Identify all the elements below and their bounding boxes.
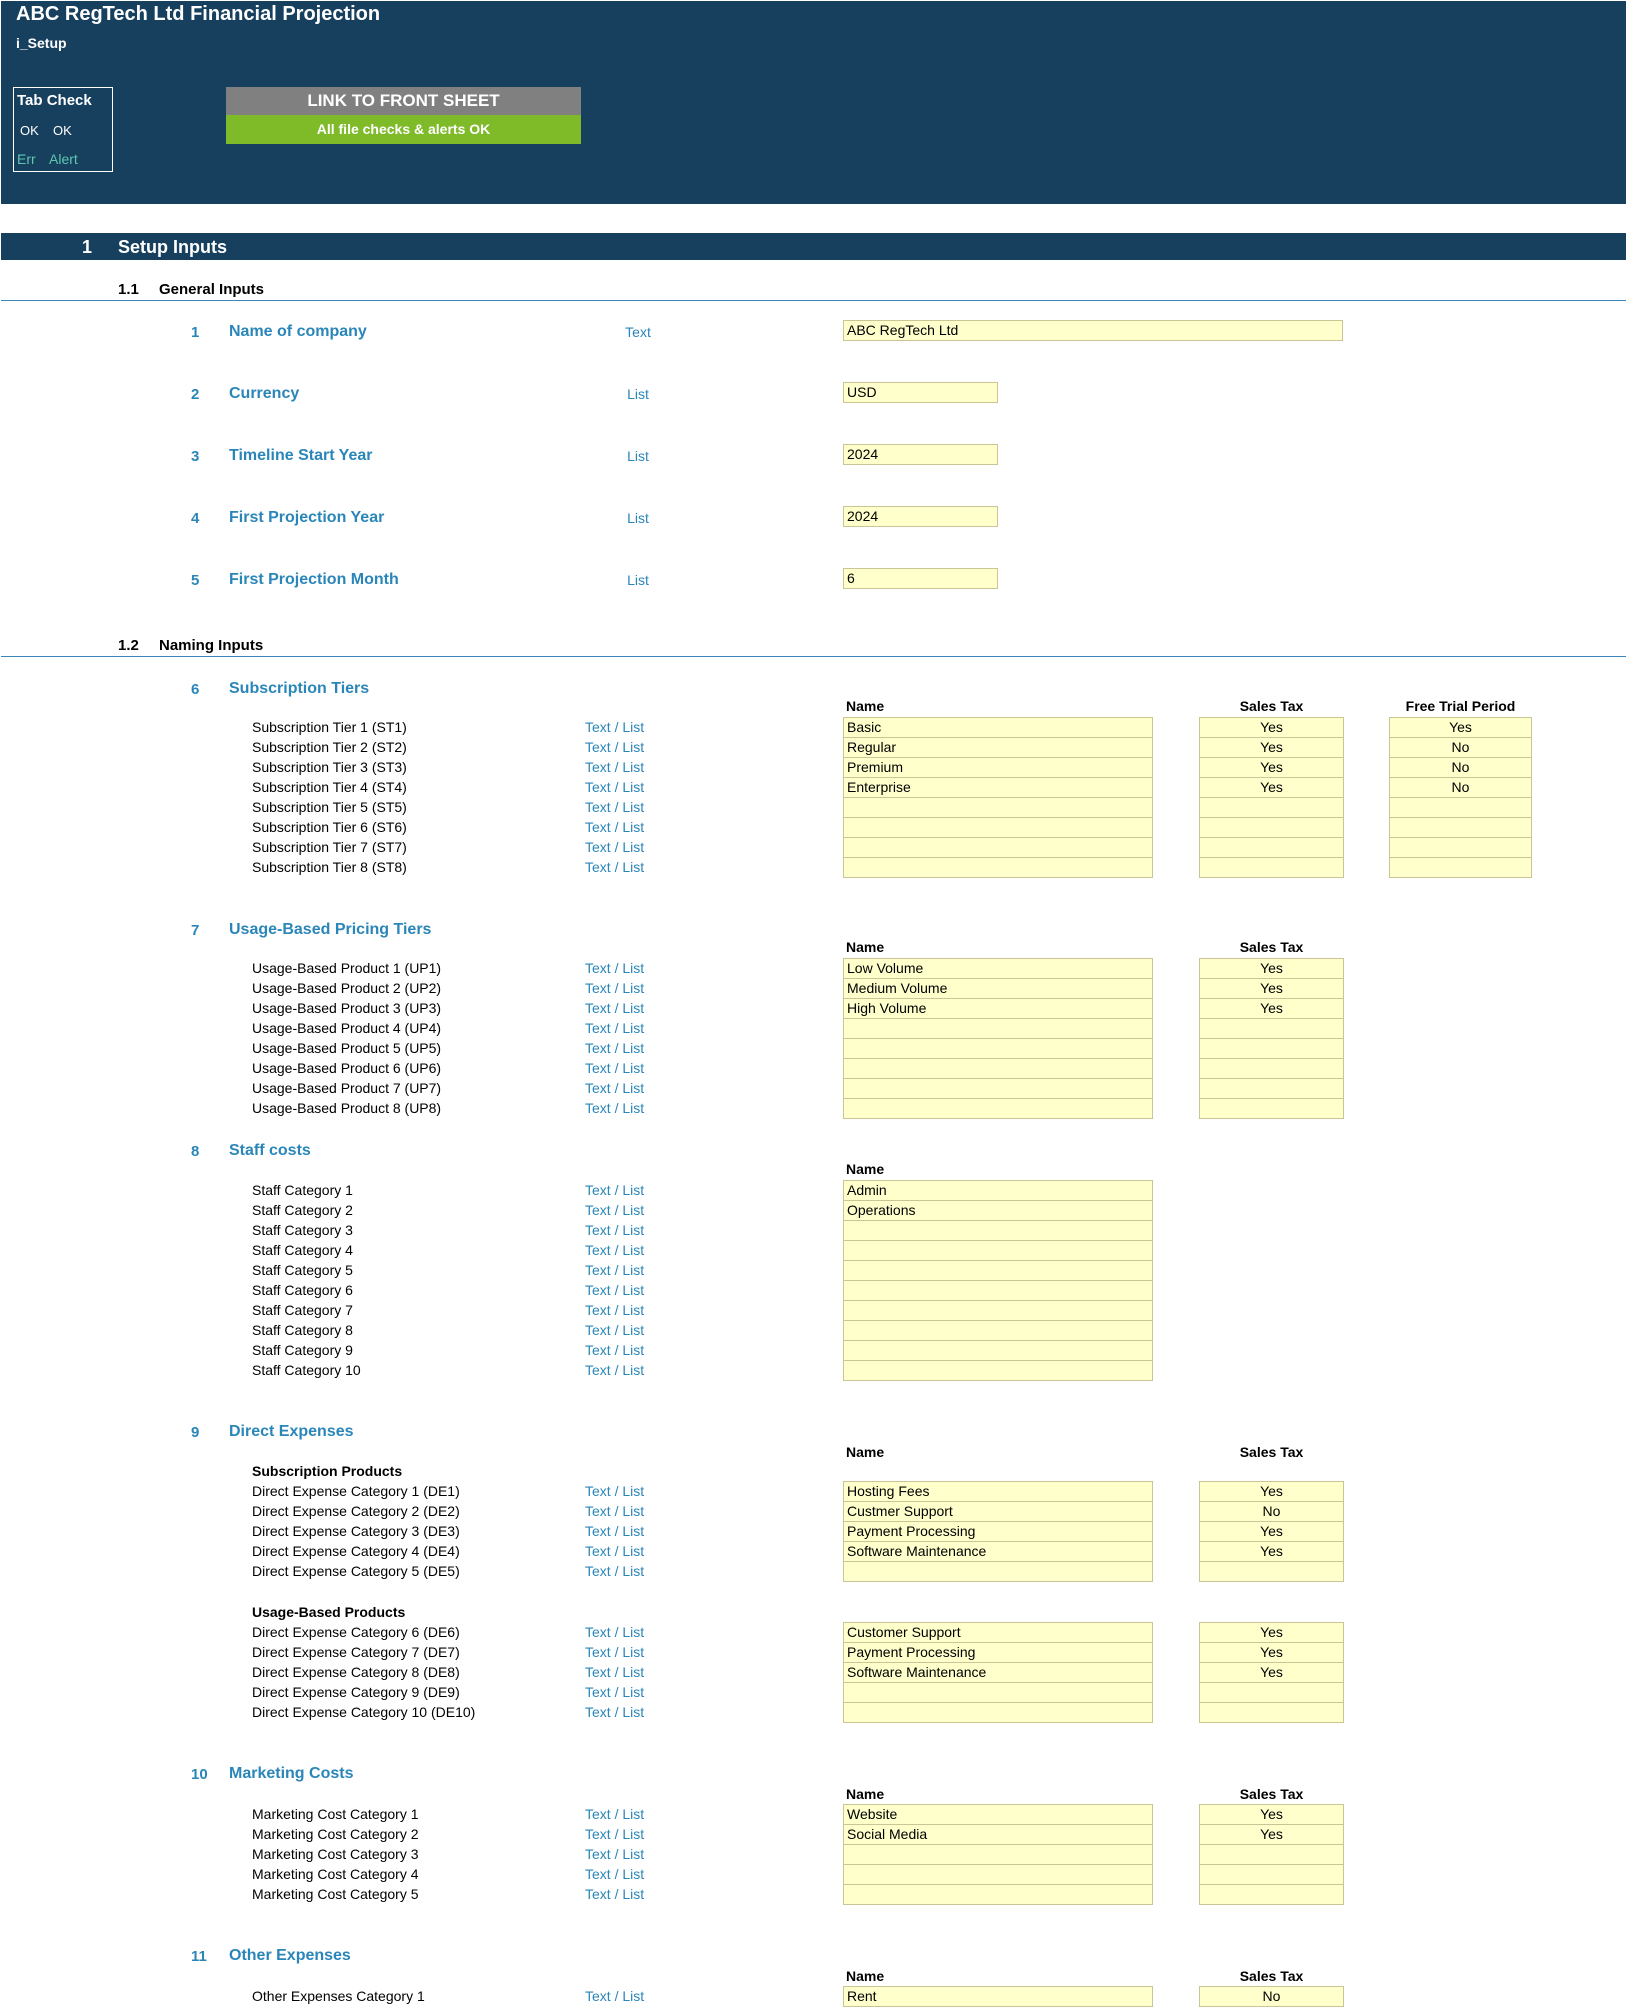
row-input-type: Text / List <box>585 1182 645 1198</box>
row-input-type: Text / List <box>585 1886 645 1902</box>
link-to-front-sheet-button[interactable]: LINK TO FRONT SHEET <box>226 87 581 115</box>
question-number: 7 <box>191 922 200 939</box>
sales-tax-input[interactable] <box>1199 1078 1344 1099</box>
name-input[interactable]: Rent <box>843 1986 1153 2007</box>
tab-check-ok-1: OK <box>20 123 39 138</box>
free-trial-input[interactable]: No <box>1389 757 1532 778</box>
name-input[interactable] <box>843 1018 1153 1039</box>
sales-tax-input[interactable]: Yes <box>1199 1521 1344 1542</box>
sales-tax-input[interactable] <box>1199 1702 1344 1723</box>
row-label: Usage-Based Product 4 (UP4) <box>252 1020 442 1036</box>
name-input[interactable]: Enterprise <box>843 777 1153 798</box>
sales-tax-input[interactable]: Yes <box>1199 737 1344 758</box>
row-label: Subscription Tier 1 (ST1) <box>252 719 407 735</box>
row-label: Usage-Based Product 2 (UP2) <box>252 980 442 996</box>
name-input[interactable]: Regular <box>843 737 1153 758</box>
sales-tax-input[interactable] <box>1199 1098 1344 1119</box>
free-trial-input[interactable] <box>1389 797 1532 818</box>
row-label: Direct Expense Category 2 (DE2) <box>252 1503 460 1519</box>
row-input-type: Text / List <box>585 1563 645 1579</box>
name-input[interactable]: Software Maintenance <box>843 1541 1153 1562</box>
tab-check-ok-2: OK <box>53 123 72 138</box>
name-input[interactable] <box>843 1220 1153 1241</box>
name-input[interactable] <box>843 1844 1153 1865</box>
row-label: Marketing Cost Category 4 <box>252 1866 419 1882</box>
sheet-name: i_Setup <box>16 35 67 51</box>
row-label: Other Expenses Category 1 <box>252 1988 425 2004</box>
row-label: Usage-Based Product 6 (UP6) <box>252 1060 442 1076</box>
name-input[interactable] <box>843 1884 1153 1905</box>
sales-tax-input[interactable]: Yes <box>1199 717 1344 738</box>
row-input-type: Text / List <box>585 1202 645 1218</box>
row-input-type: Text / List <box>585 1322 645 1338</box>
sales-tax-input[interactable] <box>1199 1038 1344 1059</box>
row-label: Subscription Tier 5 (ST5) <box>252 799 407 815</box>
row-input-type: Text / List <box>585 1040 645 1056</box>
name-input[interactable] <box>843 797 1153 818</box>
row-input-type: Text / List <box>585 1988 645 2004</box>
row-label: Staff Category 4 <box>252 1242 353 1258</box>
row-label: Direct Expense Category 5 (DE5) <box>252 1563 460 1579</box>
row-label: Direct Expense Category 7 (DE7) <box>252 1644 460 1660</box>
column-header-name: Name <box>846 1444 885 1460</box>
row-input-type: Text / List <box>585 1060 645 1076</box>
column-header-name: Name <box>846 1786 885 1802</box>
row-input-type: Text / List <box>585 1302 645 1318</box>
name-input[interactable] <box>843 817 1153 838</box>
row-label: Usage-Based Product 7 (UP7) <box>252 1080 442 1096</box>
free-trial-input[interactable] <box>1389 857 1532 878</box>
question-number: 10 <box>191 1766 208 1783</box>
row-input-type: Text / List <box>585 779 645 795</box>
row-input-type: Text / List <box>585 1684 645 1700</box>
subsection-title: General Inputs <box>159 281 265 298</box>
sales-tax-input[interactable] <box>1199 1864 1344 1885</box>
row-label: Direct Expense Category 1 (DE1) <box>252 1483 460 1499</box>
sales-tax-input[interactable]: Yes <box>1199 1541 1344 1562</box>
name-input[interactable]: Social Media <box>843 1824 1153 1845</box>
sales-tax-input[interactable]: Yes <box>1199 1662 1344 1683</box>
tab-check-err: Err <box>17 151 36 167</box>
section-number: 1 <box>82 237 93 257</box>
column-header-free-trial: Free Trial Period <box>1405 698 1516 714</box>
row-input-type: Text / List <box>585 799 645 815</box>
name-input[interactable] <box>843 1702 1153 1723</box>
column-header-sales-tax: Sales Tax <box>1239 1444 1304 1460</box>
row-label: Direct Expense Category 8 (DE8) <box>252 1664 460 1680</box>
row-label: Staff Category 5 <box>252 1262 353 1278</box>
row-input-type: Text / List <box>585 1342 645 1358</box>
question-label: First Projection Year <box>229 509 385 526</box>
sales-tax-input[interactable] <box>1199 1058 1344 1079</box>
sales-tax-input[interactable]: Yes <box>1199 757 1344 778</box>
row-label: Subscription Tier 6 (ST6) <box>252 819 407 835</box>
question-label: Usage-Based Pricing Tiers <box>229 921 432 938</box>
name-input[interactable]: Medium Volume <box>843 978 1153 999</box>
row-input-type: Text / List <box>585 1806 645 1822</box>
question-number: 1 <box>191 324 200 341</box>
row-label: Marketing Cost Category 2 <box>252 1826 419 1842</box>
row-input-type: Text / List <box>585 1242 645 1258</box>
name-input[interactable] <box>843 1340 1153 1361</box>
row-input-type: Text / List <box>585 1523 645 1539</box>
row-input-type: Text / List <box>585 980 645 996</box>
row-label: Direct Expense Category 3 (DE3) <box>252 1523 460 1539</box>
general-input-field[interactable]: USD <box>843 382 998 403</box>
row-label: Subscription Tier 2 (ST2) <box>252 739 407 755</box>
name-input[interactable]: Payment Processing <box>843 1642 1153 1663</box>
sales-tax-input[interactable] <box>1199 1682 1344 1703</box>
sales-tax-input[interactable] <box>1199 817 1344 838</box>
row-input-type: Text / List <box>585 1664 645 1680</box>
sales-tax-input[interactable]: Yes <box>1199 1824 1344 1845</box>
row-input-type: Text / List <box>585 1100 645 1116</box>
row-input-type: Text / List <box>585 739 645 755</box>
row-input-type: Text / List <box>585 1543 645 1559</box>
sales-tax-input[interactable] <box>1199 1844 1344 1865</box>
name-input[interactable] <box>843 1260 1153 1281</box>
subsection-number: 1.2 <box>118 637 139 654</box>
question-number: 4 <box>191 510 200 527</box>
row-label: Marketing Cost Category 1 <box>252 1806 419 1822</box>
group-header: Subscription Products <box>252 1463 403 1479</box>
row-input-type: Text / List <box>585 819 645 835</box>
row-input-type: Text / List <box>585 1704 645 1720</box>
row-label: Direct Expense Category 9 (DE9) <box>252 1684 460 1700</box>
section-bar <box>1 233 1626 260</box>
name-input[interactable]: Premium <box>843 757 1153 778</box>
name-input[interactable]: Operations <box>843 1200 1153 1221</box>
sales-tax-input[interactable]: Yes <box>1199 1481 1344 1502</box>
row-label: Marketing Cost Category 5 <box>252 1886 419 1902</box>
subsection-number: 1.1 <box>118 281 139 298</box>
question-label: Other Expenses <box>229 1947 351 1964</box>
free-trial-input[interactable] <box>1389 837 1532 858</box>
question-number: 9 <box>191 1424 200 1441</box>
row-label: Subscription Tier 4 (ST4) <box>252 779 407 795</box>
name-input[interactable] <box>843 1240 1153 1261</box>
row-input-type: Text / List <box>585 1866 645 1882</box>
sales-tax-input[interactable]: Yes <box>1199 1804 1344 1825</box>
row-label: Staff Category 10 <box>252 1362 361 1378</box>
name-input[interactable]: Low Volume <box>843 958 1153 979</box>
input-type-label: Text <box>625 324 651 340</box>
name-input[interactable] <box>843 1058 1153 1079</box>
free-trial-input[interactable]: Yes <box>1389 717 1532 738</box>
row-input-type: Text / List <box>585 1483 645 1499</box>
column-header-sales-tax: Sales Tax <box>1239 1786 1304 1802</box>
row-input-type: Text / List <box>585 1362 645 1378</box>
name-input[interactable]: Admin <box>843 1180 1153 1201</box>
question-label: Timeline Start Year <box>229 447 373 464</box>
sales-tax-input[interactable]: Yes <box>1199 998 1344 1019</box>
name-input[interactable] <box>843 1280 1153 1301</box>
row-label: Marketing Cost Category 3 <box>252 1846 419 1862</box>
row-input-type: Text / List <box>585 1282 645 1298</box>
general-input-field[interactable]: 2024 <box>843 444 998 465</box>
sales-tax-input[interactable]: Yes <box>1199 958 1344 979</box>
input-type-label: List <box>627 448 649 464</box>
row-label: Direct Expense Category 4 (DE4) <box>252 1543 460 1559</box>
row-label: Staff Category 6 <box>252 1282 353 1298</box>
column-header-sales-tax: Sales Tax <box>1239 698 1304 714</box>
group-header: Usage-Based Products <box>252 1604 406 1620</box>
row-label: Subscription Tier 3 (ST3) <box>252 759 407 775</box>
name-input[interactable]: Software Maintenance <box>843 1662 1153 1683</box>
question-label: Name of company <box>229 323 367 340</box>
row-input-type: Text / List <box>585 859 645 875</box>
row-label: Usage-Based Product 8 (UP8) <box>252 1100 442 1116</box>
name-input[interactable]: Payment Processing <box>843 1521 1153 1542</box>
column-header-name: Name <box>846 939 885 955</box>
sales-tax-input[interactable] <box>1199 837 1344 858</box>
row-input-type: Text / List <box>585 759 645 775</box>
subsection-rule <box>1 300 1626 301</box>
sales-tax-input[interactable]: Yes <box>1199 1622 1344 1643</box>
subsection-rule <box>1 656 1626 657</box>
row-input-type: Text / List <box>585 1262 645 1278</box>
question-number: 8 <box>191 1143 200 1160</box>
row-label: Staff Category 2 <box>252 1202 353 1218</box>
section-title: Setup Inputs <box>118 237 227 257</box>
name-input[interactable]: Basic <box>843 717 1153 738</box>
sales-tax-input[interactable] <box>1199 1884 1344 1905</box>
sales-tax-input[interactable]: No <box>1199 1501 1344 1522</box>
tab-check-alert: Alert <box>49 151 78 167</box>
sales-tax-input[interactable]: No <box>1199 1986 1344 2007</box>
input-type-label: List <box>627 510 649 526</box>
subsection-title: Naming Inputs <box>159 637 264 654</box>
name-input[interactable]: Website <box>843 1804 1153 1825</box>
document-title: ABC RegTech Ltd Financial Projection <box>16 3 381 25</box>
column-header-name: Name <box>846 698 885 714</box>
sales-tax-input[interactable] <box>1199 857 1344 878</box>
row-label: Direct Expense Category 6 (DE6) <box>252 1624 460 1640</box>
row-input-type: Text / List <box>585 1644 645 1660</box>
row-label: Direct Expense Category 10 (DE10) <box>252 1704 476 1720</box>
row-label: Staff Category 3 <box>252 1222 353 1238</box>
question-number: 6 <box>191 681 200 698</box>
question-number: 2 <box>191 386 200 403</box>
general-input-field[interactable]: 2024 <box>843 506 998 527</box>
question-number: 3 <box>191 448 200 465</box>
free-trial-input[interactable] <box>1389 817 1532 838</box>
column-header-sales-tax: Sales Tax <box>1239 1968 1304 1984</box>
row-input-type: Text / List <box>585 719 645 735</box>
question-label: Currency <box>229 385 300 402</box>
tab-check-box <box>13 87 113 172</box>
row-input-type: Text / List <box>585 960 645 976</box>
name-input[interactable] <box>843 837 1153 858</box>
row-input-type: Text / List <box>585 1624 645 1640</box>
name-input[interactable] <box>843 1561 1153 1582</box>
question-label: First Projection Month <box>229 571 399 588</box>
tab-check-label: Tab Check <box>17 92 92 109</box>
sales-tax-input[interactable] <box>1199 797 1344 818</box>
row-label: Staff Category 7 <box>252 1302 353 1318</box>
row-label: Usage-Based Product 3 (UP3) <box>252 1000 442 1016</box>
sales-tax-input[interactable]: Yes <box>1199 1642 1344 1663</box>
row-input-type: Text / List <box>585 1020 645 1036</box>
file-checks-status: All file checks & alerts OK <box>226 115 581 144</box>
name-input[interactable]: Custmer Support <box>843 1501 1153 1522</box>
name-input[interactable]: Hosting Fees <box>843 1481 1153 1502</box>
row-input-type: Text / List <box>585 1503 645 1519</box>
input-type-label: List <box>627 386 649 402</box>
name-input[interactable] <box>843 1360 1153 1381</box>
row-input-type: Text / List <box>585 1222 645 1238</box>
name-input[interactable] <box>843 1320 1153 1341</box>
row-input-type: Text / List <box>585 1000 645 1016</box>
sales-tax-input[interactable]: Yes <box>1199 777 1344 798</box>
name-input[interactable] <box>843 1038 1153 1059</box>
row-label: Subscription Tier 8 (ST8) <box>252 859 407 875</box>
sales-tax-input[interactable] <box>1199 1561 1344 1582</box>
question-label: Staff costs <box>229 1142 311 1159</box>
free-trial-input[interactable]: No <box>1389 737 1532 758</box>
row-label: Usage-Based Product 5 (UP5) <box>252 1040 442 1056</box>
name-input[interactable] <box>843 1078 1153 1099</box>
name-input[interactable] <box>843 1682 1153 1703</box>
row-label: Usage-Based Product 1 (UP1) <box>252 960 442 976</box>
question-label: Marketing Costs <box>229 1765 354 1782</box>
column-header-name: Name <box>846 1968 885 1984</box>
row-label: Staff Category 8 <box>252 1322 353 1338</box>
row-label: Staff Category 9 <box>252 1342 353 1358</box>
name-input[interactable]: High Volume <box>843 998 1153 1019</box>
sales-tax-input[interactable] <box>1199 1018 1344 1039</box>
row-input-type: Text / List <box>585 1080 645 1096</box>
sales-tax-input[interactable]: Yes <box>1199 978 1344 999</box>
general-input-field[interactable]: 6 <box>843 568 998 589</box>
question-label: Direct Expenses <box>229 1423 354 1440</box>
row-label: Subscription Tier 7 (ST7) <box>252 839 407 855</box>
row-input-type: Text / List <box>585 839 645 855</box>
name-input[interactable] <box>843 857 1153 878</box>
row-input-type: Text / List <box>585 1846 645 1862</box>
name-input[interactable] <box>843 1098 1153 1119</box>
general-input-field[interactable]: ABC RegTech Ltd <box>843 320 1343 341</box>
column-header-sales-tax: Sales Tax <box>1239 939 1304 955</box>
free-trial-input[interactable]: No <box>1389 777 1532 798</box>
row-input-type: Text / List <box>585 1826 645 1842</box>
column-header-name: Name <box>846 1161 885 1177</box>
question-number: 5 <box>191 572 200 589</box>
question-label: Subscription Tiers <box>229 680 370 697</box>
name-input[interactable] <box>843 1864 1153 1885</box>
name-input[interactable] <box>843 1300 1153 1321</box>
input-type-label: List <box>627 572 649 588</box>
name-input[interactable]: Customer Support <box>843 1622 1153 1643</box>
row-label: Staff Category 1 <box>252 1182 353 1198</box>
question-number: 11 <box>191 1948 207 1965</box>
